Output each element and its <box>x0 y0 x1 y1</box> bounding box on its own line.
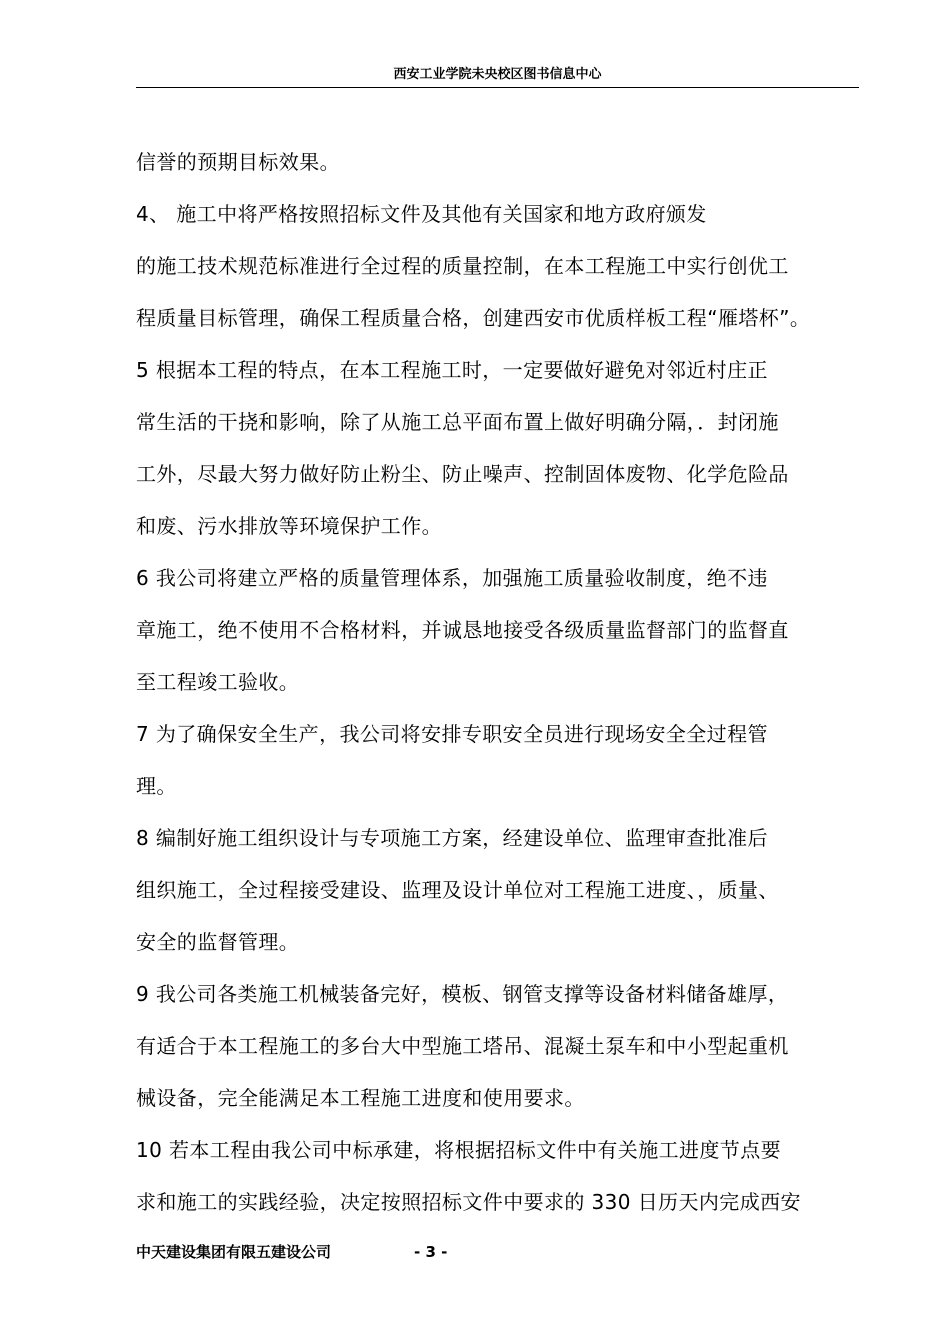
text-line: 的施工技术规范标准进行全过程的质量控制，在本工程施工中实行创优工 <box>136 254 789 278</box>
text-line: 7 为了确保安全生产，我公司将安排专职安全员进行现场安全全过程管 <box>136 722 768 746</box>
text-line: 有适合于本工程施工的多台大中型施工塔吊、混凝土泵车和中小型起重机 <box>136 1034 789 1058</box>
text-line: 4、 施工中将严格按照招标文件及其他有关国家和地方政府颁发 <box>136 202 707 226</box>
text-line: 和废、污水排放等环境保护工作。 <box>136 514 442 538</box>
text-line: 常生活的干挠和影响，除了从施工总平面布置上做好明确分隔，．封闭施 <box>136 410 779 434</box>
text-line: 工外，尽最大努力做好防止粉尘、防止噪声、控制固体废物、化学危险品 <box>136 462 789 486</box>
text-line: 理。 <box>136 774 177 798</box>
text-line: 8 编制好施工组织设计与专项施工方案，经建设单位、监理审查批准后 <box>136 826 768 850</box>
document-body <box>136 140 876 1232</box>
page-number: - 3 - <box>414 1243 448 1261</box>
text-line: 械设备，完全能满足本工程施工进度和使用要求。 <box>136 1086 585 1110</box>
text-line: 组织施工，全过程接受建设、监理及设计单位对工程施工进度、，质量、 <box>136 878 779 902</box>
text-line: 信誉的预期目标效果。 <box>136 150 340 174</box>
text-line: 至工程竣工验收。 <box>136 670 300 694</box>
text-line: 求和施工的实践经验，决定按照招标文件中要求的 330 日历天内完成西安 <box>136 1190 801 1214</box>
text-line: 5 根据本工程的特点，在本工程施工时，一定要做好避免对邻近村庄正 <box>136 358 768 382</box>
text-line: 章施工，绝不使用不合格材料，并诚恳地接受各级质量监督部门的监督直 <box>136 618 789 642</box>
page-header-title: 西安工业学院未央校区图书信息中心 <box>393 67 602 82</box>
text-line: 9 我公司各类施工机械装备完好，模板、钢管支撑等设备材料储备雄厚， <box>136 982 789 1006</box>
text-line: 10 若本工程由我公司中标承建，将根据招标文件中有关施工进度节点要 <box>136 1138 782 1162</box>
text-line: 程质量目标管理，确保工程质量合格，创建西安市优质样板工程“雁塔杯”。 <box>136 306 811 330</box>
header-divider <box>136 87 859 88</box>
footer-company: 中天建设集团有限五建设公司 <box>136 1243 332 1261</box>
text-line: 安全的监督管理。 <box>136 930 300 954</box>
text-line: 6 我公司将建立严格的质量管理体系，加强施工质量验收制度，绝不违 <box>136 566 768 590</box>
